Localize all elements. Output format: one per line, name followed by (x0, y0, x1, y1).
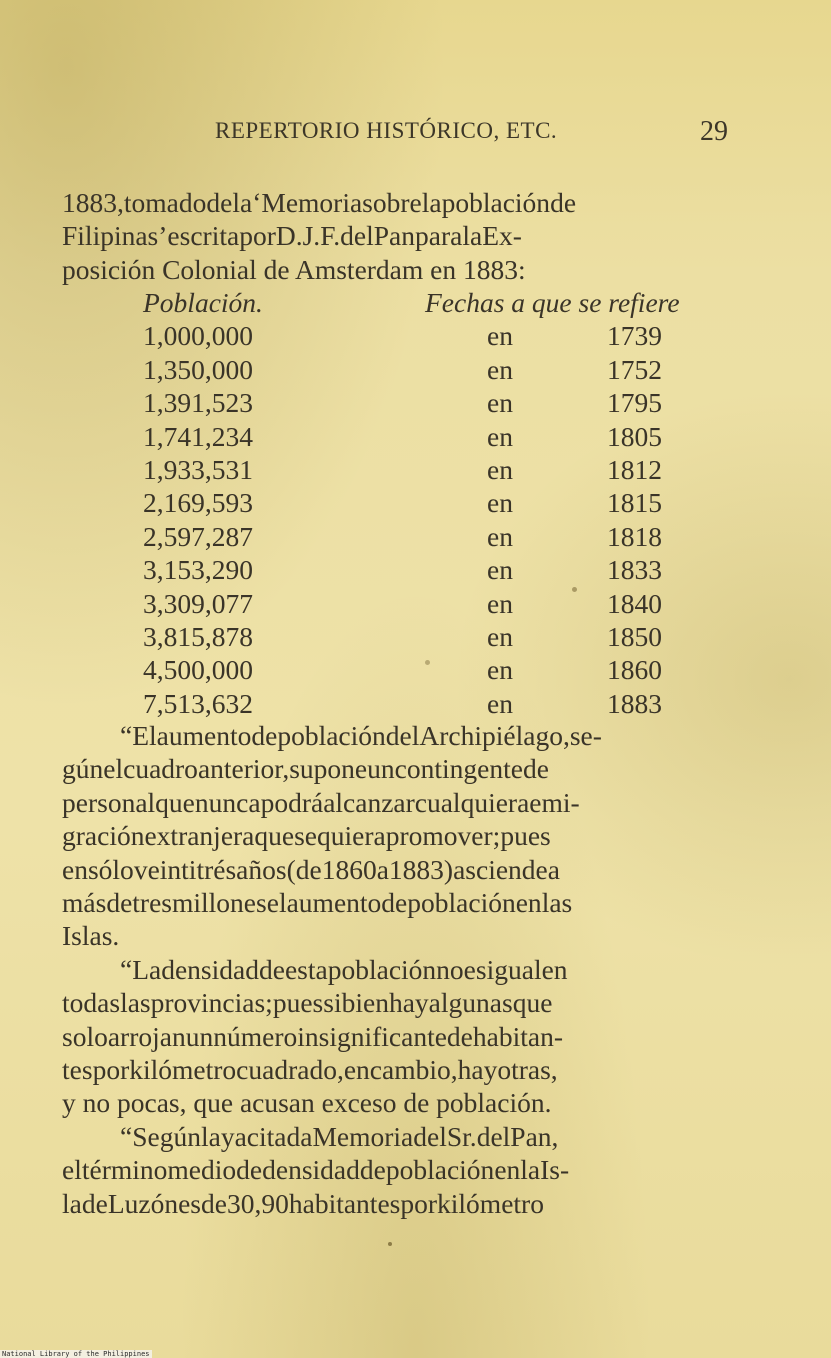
table-row (0, 420, 831, 453)
year-cell: 1840 (607, 587, 662, 619)
table-row (0, 353, 831, 386)
intro-line: Filipinas’escritaporD.J.F.delPanparalaEx- (62, 220, 522, 252)
year-cell: 1795 (607, 387, 662, 419)
population-cell: 3,153,290 (143, 554, 253, 586)
text-line: “ElaumentodepoblacióndelArchipiélago,se- (120, 720, 602, 751)
table-row (0, 520, 831, 553)
en-cell: en (487, 620, 513, 652)
year-cell: 1739 (607, 320, 662, 352)
en-cell: en (487, 687, 513, 719)
year-cell: 1818 (607, 520, 662, 552)
text-line: ladeLuzónesde30,90habitantesporkilómetro (62, 1187, 544, 1219)
year-cell: 1805 (607, 420, 662, 452)
table-row (0, 386, 831, 419)
population-header: Población. (143, 287, 263, 318)
year-cell: 1883 (607, 687, 662, 719)
table-row (0, 553, 831, 586)
population-cell: 7,513,632 (143, 687, 253, 719)
table-header-row (0, 286, 831, 319)
running-title: REPERTORIO HISTÓRICO, ETC. (215, 118, 558, 143)
year-cell: 1752 (607, 353, 662, 385)
text-line: graciónextranjeraquesequierapromover;pues (62, 820, 551, 852)
en-cell: en (487, 420, 513, 452)
population-cell: 1,391,523 (143, 387, 253, 419)
intro-paragraph (62, 186, 730, 286)
table-row (0, 620, 831, 653)
table-row (0, 486, 831, 519)
text-line: eltérminomediodedensidaddepoblaciónenlaIs- (62, 1154, 570, 1186)
text-line: soloarrojanunnúmeroinsignificantedehabitan- (62, 1020, 563, 1052)
table-row (0, 687, 831, 720)
en-cell: en (487, 654, 513, 686)
text-line: tesporkilómetrocuadrado,encambio,hayotras, (62, 1054, 558, 1086)
intro-line: posición Colonial de Amsterdam en 1883: (62, 253, 526, 285)
text-line: personalquenuncapodráalcanzarcualquieraemi- (62, 786, 580, 818)
en-cell: en (487, 353, 513, 385)
year-cell: 1833 (607, 554, 662, 586)
population-cell: 1,350,000 (143, 353, 253, 385)
intro-line: 1883,tomadodela‘Memoriasobrelapoblaciónde (62, 187, 577, 218)
population-cell: 3,815,878 (143, 620, 253, 652)
population-cell: 2,169,593 (143, 487, 253, 519)
ink-speck (388, 1242, 392, 1246)
text-line: másdetresmilloneselaumentodepoblaciónenlas (62, 887, 573, 919)
year-cell: 1860 (607, 654, 662, 686)
dates-header: Fechas a que se refiere (425, 287, 680, 318)
library-watermark: National Library of the Philippines (2, 1350, 150, 1358)
en-cell: en (487, 387, 513, 419)
population-cell: 1,933,531 (143, 453, 253, 485)
table-row (0, 587, 831, 620)
en-cell: en (487, 520, 513, 552)
table-row (0, 319, 831, 352)
running-head (0, 118, 831, 152)
text-line: “SegúnlayacitadaMemoriadelSr.delPan, (120, 1120, 559, 1152)
year-cell: 1850 (607, 620, 662, 652)
paragraph-aumento (62, 719, 730, 953)
en-cell: en (487, 453, 513, 485)
year-cell: 1812 (607, 453, 662, 485)
paragraph-densidad (62, 953, 730, 1120)
body-text (62, 719, 730, 1220)
text-line: ensóloveintitrésaños(de1860a1883)asciendea (62, 853, 560, 885)
page-number: 29 (700, 116, 728, 147)
population-table (0, 286, 831, 720)
en-cell: en (487, 487, 513, 519)
paragraph-memoria (62, 1120, 730, 1220)
en-cell: en (487, 320, 513, 352)
population-cell: 1,000,000 (143, 320, 253, 352)
population-cell: 4,500,000 (143, 654, 253, 686)
text-line: todaslasprovincias;puessibienhayalgunasque (62, 987, 553, 1019)
text-line: “Ladensidaddeestapoblaciónnoesigualen (120, 953, 568, 985)
en-cell: en (487, 554, 513, 586)
text-line: y no pocas, que acusan exceso de población. (62, 1087, 552, 1119)
population-cell: 2,597,287 (143, 520, 253, 552)
ink-speck (425, 660, 430, 665)
ink-speck (572, 587, 577, 592)
text-line: Islas. (62, 920, 120, 952)
text-line: gúnelcuadroanterior,suponeuncontingentede (62, 753, 549, 785)
table-row (0, 653, 831, 686)
year-cell: 1815 (607, 487, 662, 519)
population-cell: 1,741,234 (143, 420, 253, 452)
en-cell: en (487, 587, 513, 619)
population-cell: 3,309,077 (143, 587, 253, 619)
table-row (0, 453, 831, 486)
